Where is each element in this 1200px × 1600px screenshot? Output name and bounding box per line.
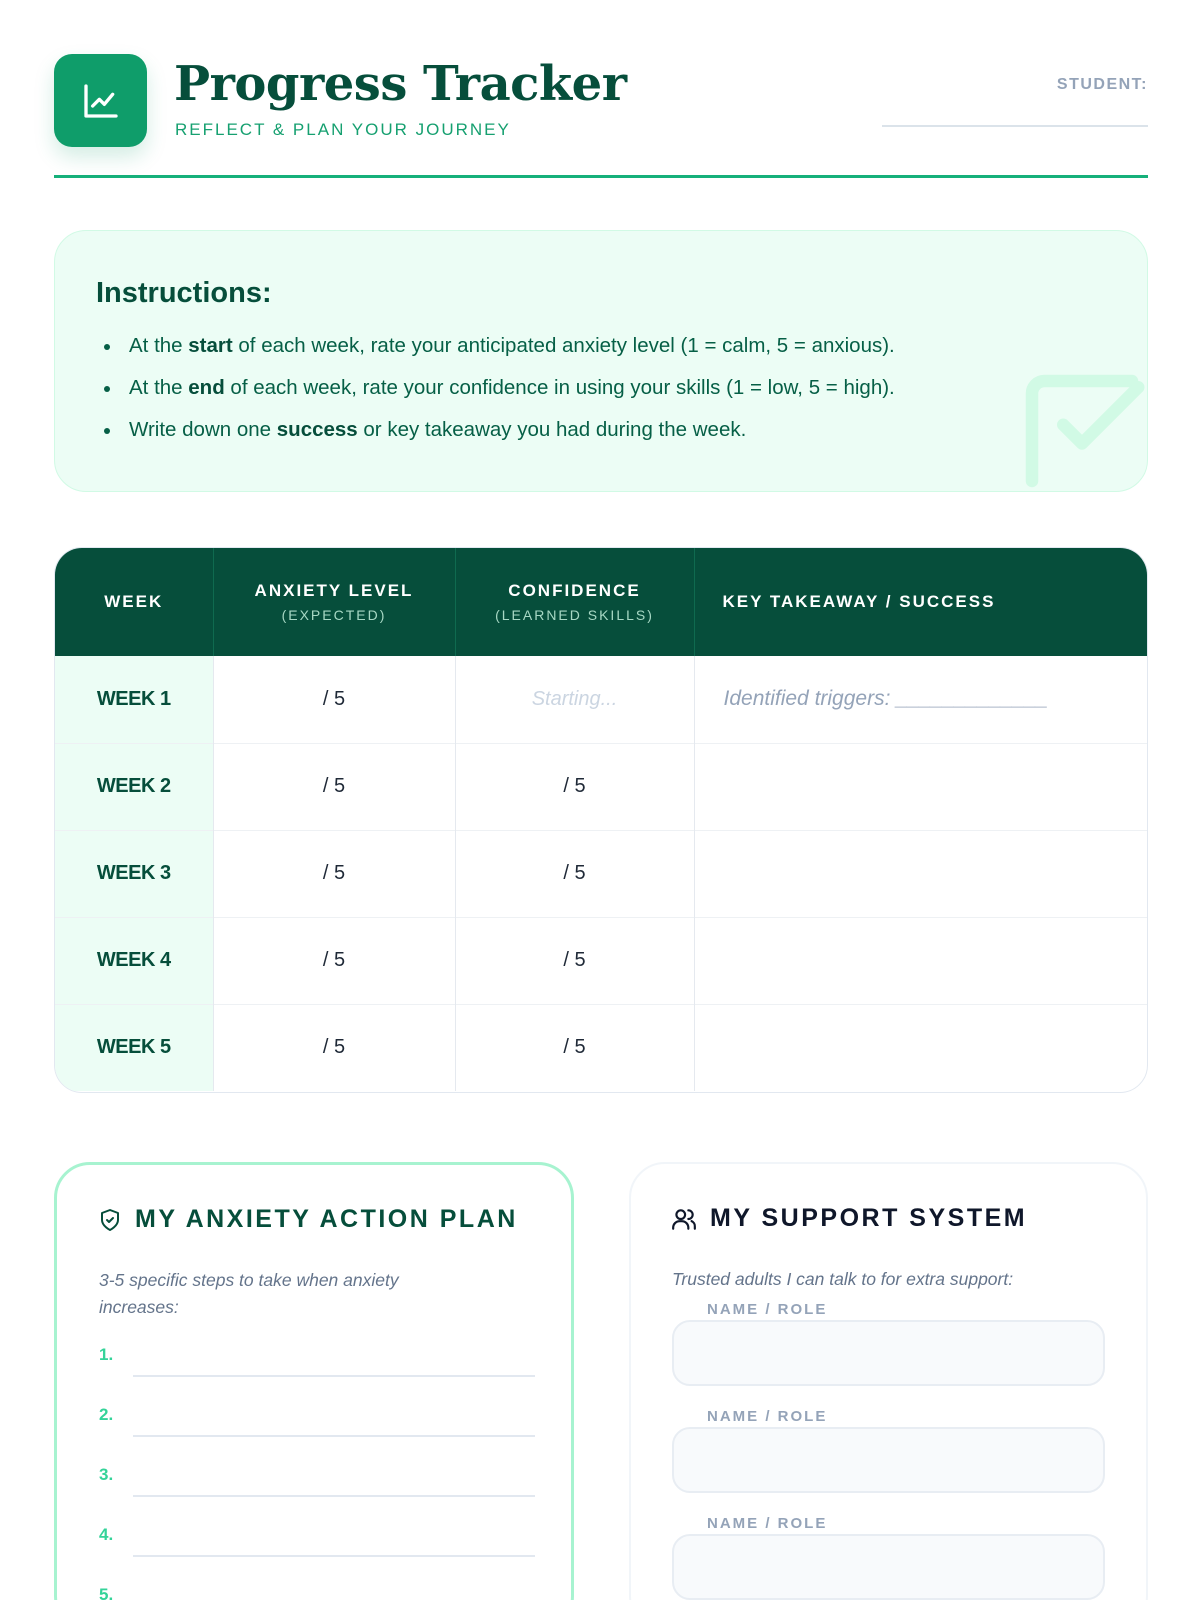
- anxiety-cell[interactable]: / 5: [213, 917, 455, 1004]
- confidence-cell[interactable]: / 5: [455, 917, 694, 1004]
- student-name-field[interactable]: [882, 125, 1148, 127]
- anxiety-cell[interactable]: / 5: [213, 1004, 455, 1091]
- week-label: WEEK 1: [55, 656, 213, 743]
- action-step[interactable]: 5.: [99, 1585, 114, 1600]
- confidence-cell[interactable]: / 5: [455, 1004, 694, 1091]
- field-label: NAME / ROLE: [699, 1515, 835, 1532]
- page-subtitle: REFLECT & PLAN YOUR JOURNEY: [175, 120, 511, 139]
- support-system-description: Trusted adults I can talk to for extra support:: [672, 1269, 1014, 1289]
- week-label: WEEK 5: [55, 1004, 213, 1091]
- instructions-list: [96, 325, 895, 451]
- confidence-cell[interactable]: / 5: [455, 830, 694, 917]
- instructions-heading: Instructions:: [96, 277, 272, 309]
- table-row: [55, 743, 1148, 830]
- action-step[interactable]: 1.: [99, 1337, 535, 1377]
- field-label: NAME / ROLE: [699, 1408, 835, 1425]
- col-week-header: WEEK: [55, 548, 213, 656]
- support-system-card: [629, 1162, 1148, 1600]
- anxiety-cell[interactable]: / 5: [213, 830, 455, 917]
- col-anxiety-header: ANXIETY LEVEL (EXPECTED): [213, 548, 455, 656]
- week-label: WEEK 2: [55, 743, 213, 830]
- action-step[interactable]: 2.: [99, 1397, 535, 1437]
- users-icon: [671, 1206, 697, 1232]
- table-row: [55, 1004, 1148, 1091]
- student-label: STUDENT:: [1056, 76, 1148, 93]
- field-label: NAME / ROLE: [699, 1301, 835, 1318]
- week-label: WEEK 3: [55, 830, 213, 917]
- confidence-cell[interactable]: Starting...: [455, 656, 694, 743]
- takeaway-cell[interactable]: [694, 830, 1148, 917]
- col-confidence-header: CONFIDENCE (LEARNED SKILLS): [455, 548, 694, 656]
- table-header-row: [55, 548, 1148, 656]
- support-name-field[interactable]: [672, 1515, 1105, 1600]
- takeaway-cell[interactable]: [694, 743, 1148, 830]
- anxiety-cell[interactable]: / 5: [213, 743, 455, 830]
- col-takeaway-header: KEY TAKEAWAY / SUCCESS: [694, 548, 1148, 656]
- support-system-title: MY SUPPORT SYSTEM: [671, 1204, 1027, 1233]
- checkbox-icon: [1007, 356, 1148, 492]
- table-row: [55, 917, 1148, 1004]
- shield-check-icon: [98, 1208, 122, 1232]
- anxiety-cell[interactable]: / 5: [213, 656, 455, 743]
- logo: [54, 54, 147, 147]
- action-plan-card: [54, 1162, 574, 1600]
- action-step[interactable]: 4.: [99, 1517, 535, 1557]
- support-name-field[interactable]: [672, 1301, 1105, 1386]
- table-row: [55, 656, 1148, 743]
- takeaway-cell[interactable]: [694, 1004, 1148, 1091]
- instruction-item: At the start of each week, rate your anticipated anxiety level (1 = calm, 5 = anxious).: [96, 325, 895, 367]
- instructions-panel: [54, 230, 1148, 492]
- instruction-item: Write down one success or key takeaway you had during the week.: [96, 409, 895, 451]
- action-plan-title: MY ANXIETY ACTION PLAN: [98, 1205, 518, 1234]
- page-header: [54, 54, 1148, 178]
- table-row: [55, 830, 1148, 917]
- takeaway-cell[interactable]: Identified triggers: _____________: [723, 687, 1049, 711]
- takeaway-cell[interactable]: [694, 917, 1148, 1004]
- support-name-field[interactable]: [672, 1408, 1105, 1493]
- instruction-item: At the end of each week, rate your confidence in using your skills (1 = low, 5 = high).: [96, 367, 895, 409]
- week-label: WEEK 4: [55, 917, 213, 1004]
- action-step[interactable]: 3.: [99, 1457, 535, 1497]
- action-plan-description: 3-5 specific steps to take when anxiety increases:: [99, 1270, 399, 1317]
- line-chart-icon: [81, 81, 121, 121]
- progress-table: [54, 547, 1148, 1093]
- page-title: Progress Tracker: [174, 56, 627, 112]
- confidence-cell[interactable]: / 5: [455, 743, 694, 830]
